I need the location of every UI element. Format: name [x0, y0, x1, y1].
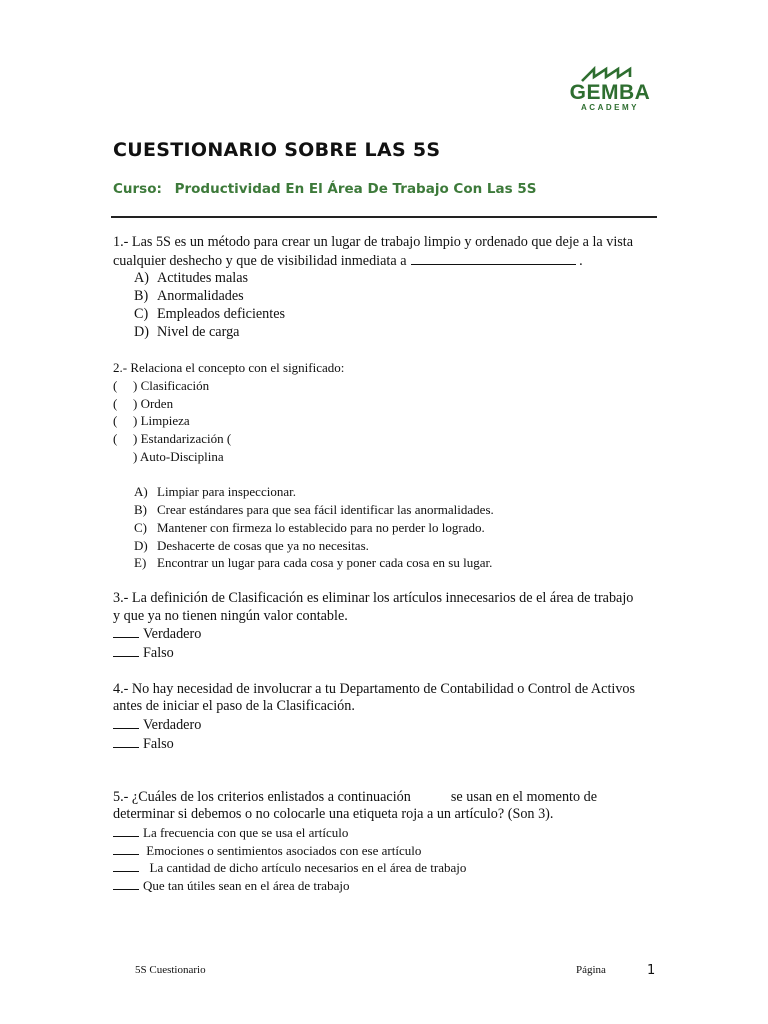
logo-word: GEMBA — [569, 81, 651, 104]
answer-blank[interactable] — [113, 735, 139, 748]
q1-line2-text: cualquier deshecho y que de visibilidad inmediata a — [113, 252, 407, 269]
course-label: Curso: — [113, 181, 162, 197]
answer-blank[interactable] — [113, 824, 139, 837]
option-text: Anormalidades — [157, 288, 244, 305]
sawtooth-roof-icon — [580, 66, 640, 82]
q5-option[interactable] — [113, 842, 648, 860]
choice-label: Verdadero — [143, 717, 202, 734]
option-letter: B) — [134, 288, 149, 305]
q1-options — [113, 270, 648, 341]
q1-end: . — [579, 252, 583, 269]
answer-blank[interactable] — [113, 842, 139, 855]
q2-option-d — [113, 537, 648, 555]
option-text: Emociones o sentimientos asociados con ese artículo — [143, 842, 422, 858]
option-letter: E) — [134, 555, 147, 571]
footer-page-number: 1 — [647, 963, 656, 978]
q2-option-a — [113, 483, 648, 501]
q2-options — [113, 483, 648, 572]
option-letter: A) — [134, 270, 149, 287]
choice-label: Falso — [143, 645, 174, 662]
gemba-academy-logo — [562, 66, 658, 118]
concept-text: ) Clasificación — [133, 377, 210, 393]
option-text: Encontrar un lugar para cada cosa y poner cada cosa en su lugar. — [157, 555, 493, 571]
q3-line1: 3.- La definición de Clasificación es eliminar los artículos innecesarios de el área de trabajo — [113, 589, 634, 606]
q3-line2: y que ya no tienen ningún valor contable. — [113, 607, 348, 624]
paren: ( — [113, 395, 118, 411]
logo-subtitle: ACADEMY — [581, 103, 639, 112]
answer-blank[interactable] — [113, 625, 139, 638]
course-name: Productividad En El Área De Trabajo Con Las 5S — [174, 181, 537, 197]
q5-option[interactable] — [113, 824, 648, 842]
answer-blank[interactable] — [113, 716, 139, 729]
option-letter: C) — [134, 305, 149, 322]
q2-concept-orden — [113, 395, 648, 413]
q2-concept-limpieza — [113, 412, 648, 430]
q1-answer-blank[interactable] — [411, 252, 576, 265]
q4-line2: antes de iniciar el paso de la Clasificación. — [113, 698, 355, 715]
paren: ( — [113, 413, 118, 429]
q1-option-d[interactable] — [113, 324, 648, 342]
q5-line1 — [113, 789, 648, 807]
option-text: Nivel de carga — [157, 323, 240, 340]
answer-blank[interactable] — [113, 644, 139, 657]
option-text: Deshacerte de cosas que ya no necesitas. — [157, 537, 369, 553]
option-text: La cantidad de dicho artículo necesarios en el área de trabajo — [143, 860, 467, 876]
option-letter: C) — [134, 519, 147, 535]
question-5 — [113, 789, 648, 895]
q2-concept-autodisciplina — [113, 448, 648, 466]
choice-label: Falso — [143, 735, 174, 752]
page-title: CUESTIONARIO SOBRE LAS 5S — [113, 139, 441, 161]
q5-line2: determinar si debemos o no colocarle una etiqueta roja a un artículo? (Son 3). — [113, 806, 554, 823]
q4-line1: 4.- No hay necesidad de involucrar a tu Departamento de Contabilidad o Control de Activos — [113, 680, 636, 697]
q2-concept-estandarizacion — [113, 430, 648, 448]
question-2 — [113, 359, 648, 572]
question-1 — [113, 234, 648, 341]
course-line — [113, 181, 536, 197]
footer-document-name: 5S Cuestionario — [135, 964, 206, 976]
paren: ( — [113, 431, 118, 447]
option-letter: D) — [134, 537, 148, 553]
q1-line2 — [113, 252, 648, 271]
answer-blank[interactable] — [113, 859, 139, 872]
questionnaire — [113, 234, 648, 895]
q5-line1b: se usan en el momento de — [450, 788, 598, 805]
q1-option-b[interactable] — [113, 288, 648, 306]
question-4 — [113, 681, 648, 754]
q5-option[interactable] — [113, 877, 648, 895]
concept-text: ) Estandarización ( — [133, 431, 232, 447]
concept-text: ) Auto-Disciplina — [133, 448, 224, 464]
q5-line1a: 5.- ¿Cuáles de los criterios enlistados a continuación — [113, 788, 411, 805]
q1-option-a[interactable] — [113, 270, 648, 288]
q2-option-e — [113, 554, 648, 572]
q2-option-b — [113, 501, 648, 519]
concept-text: ) Limpieza — [133, 413, 190, 429]
q3-false-choice[interactable] — [113, 644, 648, 663]
choice-label: Verdadero — [143, 626, 202, 643]
option-text: La frecuencia con que se usa el artículo — [143, 824, 349, 840]
footer-page-label: Página — [576, 964, 606, 976]
q5-option[interactable] — [113, 859, 648, 877]
option-letter: B) — [134, 502, 147, 518]
option-text: Limpiar para inspeccionar. — [157, 484, 296, 500]
q4-true-choice[interactable] — [113, 716, 648, 735]
concept-text: ) Orden — [133, 395, 174, 411]
q2-prompt: 2.- Relaciona el concepto con el significado: — [113, 360, 345, 376]
q3-true-choice[interactable] — [113, 625, 648, 644]
option-text: Empleados deficientes — [157, 305, 286, 322]
q4-false-choice[interactable] — [113, 735, 648, 754]
answer-blank[interactable] — [113, 877, 139, 890]
paren: ( — [113, 377, 118, 393]
option-text: Actitudes malas — [157, 270, 249, 287]
q1-option-c[interactable] — [113, 306, 648, 324]
q1-line1: 1.- Las 5S es un método para crear un lugar de trabajo limpio y ordenado que deje a la vista — [113, 234, 634, 250]
header-divider — [111, 216, 657, 218]
option-text: Mantener con firmeza lo establecido para no perder lo logrado. — [157, 519, 485, 535]
q2-option-c — [113, 519, 648, 537]
q2-concept-clasificacion — [113, 377, 648, 395]
option-text: Crear estándares para que sea fácil identificar las anormalidades. — [157, 502, 494, 518]
option-letter: A) — [134, 484, 148, 500]
question-3 — [113, 590, 648, 663]
option-text: Que tan útiles sean en el área de trabajo — [143, 878, 350, 894]
option-letter: D) — [134, 323, 149, 340]
